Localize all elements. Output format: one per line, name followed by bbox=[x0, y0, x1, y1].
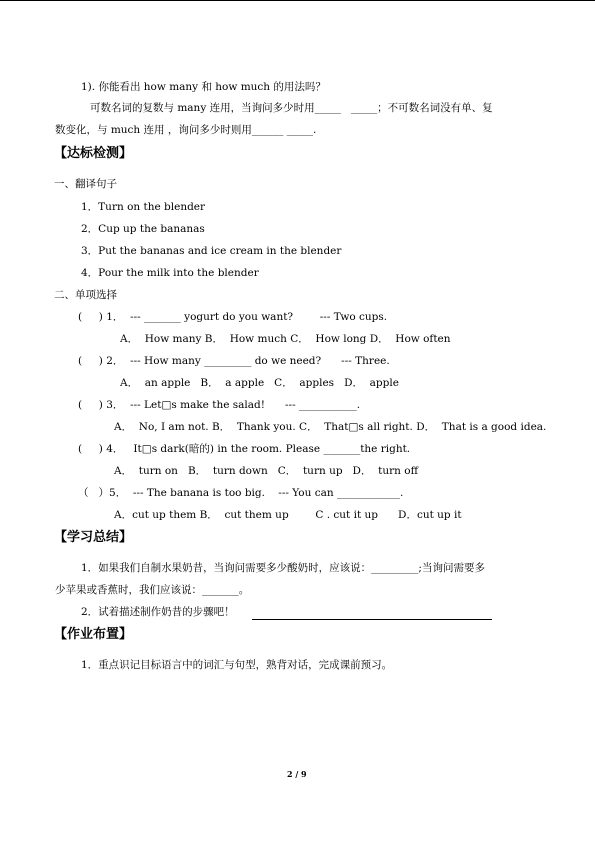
choice-options-5: A．cut up them B． cut them up C . cut it up D．cut up it bbox=[114, 509, 462, 521]
choice-question-2: ( ) 2． --- How many _________ do we need? --- Three. bbox=[78, 355, 390, 367]
choice-options-1: A． How many B． How much C． How long D． How often bbox=[120, 333, 451, 345]
part2-title: 二、单项选择 bbox=[54, 289, 117, 301]
choice-question-4: ( ) 4． It□s dark(暗的) in the room. Please _______the right. bbox=[78, 443, 411, 455]
section-title-test: 【达标检测】 bbox=[54, 146, 133, 161]
answer-blank-line bbox=[252, 619, 492, 620]
homework-item-1: 1．重点识记目标语言中的词汇与句型，熟背对话，完成课前预习。 bbox=[81, 659, 393, 671]
translate-sentence-3: 3．Put the bananas and ice cream in the blender bbox=[81, 245, 342, 257]
top-border-line bbox=[0, 0, 595, 1]
translate-sentence-1: 1．Turn on the blender bbox=[81, 201, 206, 213]
choice-question-5: （ ）5． --- The banana is too big. --- You can ____________. bbox=[78, 487, 404, 499]
choice-question-3: ( ) 3． --- Let□s make the salad! --- ___________. bbox=[78, 399, 361, 411]
choice-options-3: A． No, I am not. B． Thank you. C． That□s all right. D． That is a good idea. bbox=[114, 421, 547, 433]
section-title-summary: 【学习总结】 bbox=[54, 530, 133, 545]
intro-question: 1). 你能看出 how many 和 how much 的用法吗？ bbox=[81, 81, 326, 93]
choice-options-2: A． an apple B． a apple C． apples D． apple bbox=[120, 377, 399, 389]
intro-rule-line-2: 数变化，与 much 连用 ，询问多少时则用______ _____. bbox=[55, 124, 317, 136]
summary-item-2: 2．试着描述制作奶昔的步骤吧！ bbox=[81, 606, 235, 618]
choice-options-4: A． turn on B． turn down C． turn up D． turn off bbox=[114, 465, 419, 477]
part1-title: 一、翻译句子 bbox=[54, 178, 117, 190]
section-title-homework: 【作业布置】 bbox=[54, 627, 133, 642]
translate-sentence-2: 2．Cup up the bananas bbox=[81, 223, 205, 235]
summary-item-1-line-1: 1．如果我们自制水果奶昔，当询问需要多少酸奶时，应该说：_________;当询问需要多 bbox=[81, 562, 485, 574]
intro-rule-line-1: 可数名词的复数与 many 连用，当询问多少时用_____ _____；不可数名词没有单、复 bbox=[90, 102, 493, 114]
page-number: 2 / 9 bbox=[287, 769, 307, 779]
choice-question-1: ( ) 1． --- _______ yogurt do you want? --- Two cups. bbox=[78, 311, 388, 323]
summary-item-1-line-2: 少苹果或香蕉时，我们应该说：_______。 bbox=[55, 584, 250, 596]
translate-sentence-4: 4．Pour the milk into the blender bbox=[81, 267, 259, 279]
